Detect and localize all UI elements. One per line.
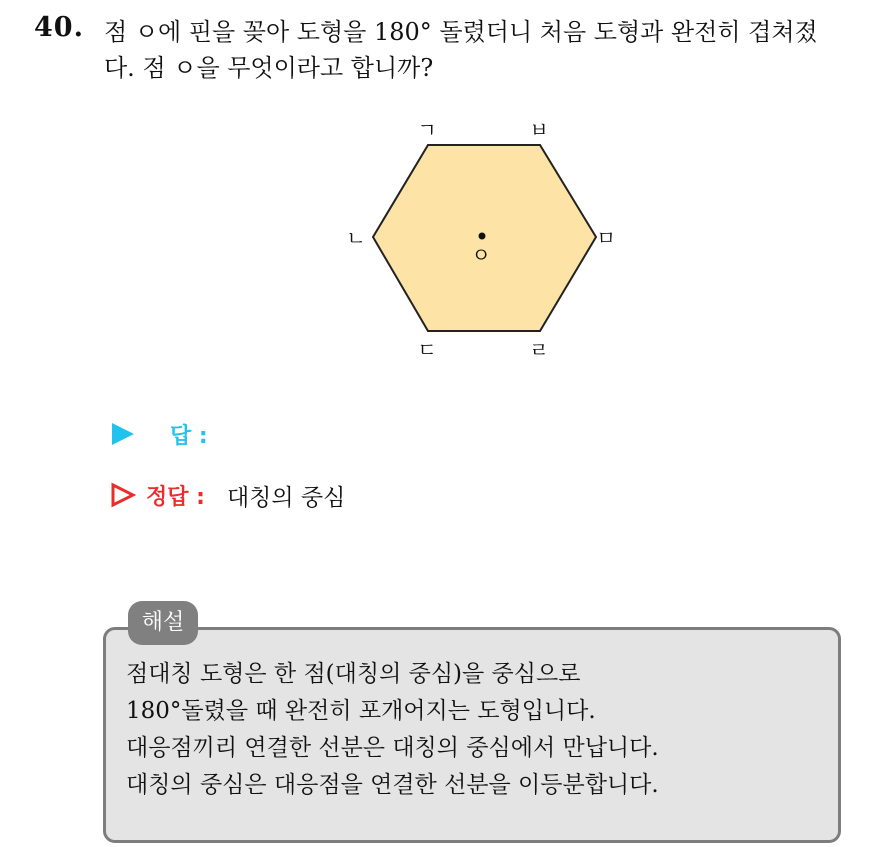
vertex-label-top-left: ㄱ [417, 118, 437, 142]
explanation-line-4: 대칭의 중심은 대응점을 연결한 선분을 이등분합니다. [126, 772, 659, 798]
outline-play-triangle-icon [110, 482, 136, 508]
question-line-2: 다. 점 ㅇ을 무엇이라고 합니까? [104, 54, 434, 82]
correct-answer-value: 대칭의 중심 [226, 484, 346, 511]
correct-answer-row [110, 480, 345, 510]
hexagon-figure [330, 115, 630, 375]
question-line-1: 점 ㅇ에 핀을 꽂아 도형을 180° 돌렸더니 처음 도형과 완전히 겹쳐졌 [104, 18, 818, 46]
vertex-label-bottom-right: ㄹ [529, 338, 549, 362]
center-point-label: ㅇ [471, 243, 491, 267]
vertex-label-bottom-left: ㄷ [417, 338, 437, 362]
explanation-text [126, 656, 659, 804]
play-triangle-icon [110, 421, 136, 447]
vertex-label-right: ㅁ [596, 226, 616, 250]
explanation-line-1: 점대칭 도형은 한 점(대칭의 중심)을 중심으로 [126, 661, 581, 687]
explanation-line-2: 180°돌렸을 때 완전히 포개어지는 도형입니다. [126, 698, 596, 724]
question-text [104, 14, 874, 86]
explanation-tag: 해설 [128, 601, 198, 645]
answer-label: 답 : [170, 423, 208, 449]
vertex-label-top-right: ㅂ [529, 118, 549, 142]
center-point-dot [479, 233, 486, 240]
question-number: 40. [34, 12, 84, 43]
vertex-label-left: ㄴ [346, 226, 366, 250]
explanation-line-3: 대응점끼리 연결한 선분은 대칭의 중심에서 만납니다. [126, 735, 659, 761]
answer-row [110, 419, 230, 449]
correct-answer-label: 정답 : [146, 484, 205, 510]
